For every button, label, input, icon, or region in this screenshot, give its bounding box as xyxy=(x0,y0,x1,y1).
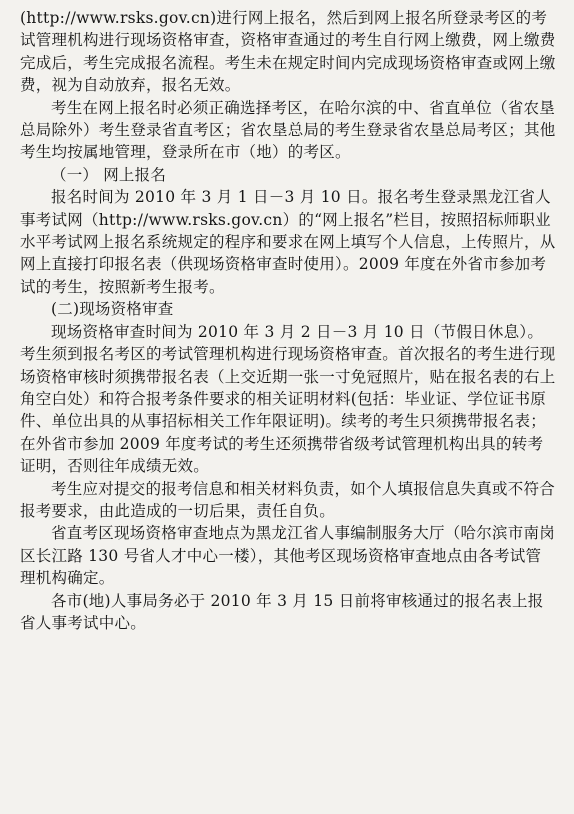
paragraph-candidate-responsibility: 考生应对提交的报考信息和相关材料负责，如个人填报信息失真或不符合报考要求，由此造成的一切后果，责任自负。 xyxy=(20,479,556,520)
paragraph-exam-area-selection: 考生在网上报名时必须正确选择考区，在哈尔滨的中、省直单位（省农垦总局除外）考生登录省直考区；省农垦总局的考生登录省农垦总局考区；其他考生均按属地管理，登录所在市（地）的考区。 xyxy=(20,98,556,162)
paragraph-review-location: 省直考区现场资格审查地点为黑龙江省人事编制服务大厅（哈尔滨市南岗区长江路 130 号省人才中心一楼），其他考区现场资格审查地点由各考试管理机构确定。 xyxy=(20,524,556,588)
heading-online-registration: （一） 网上报名 xyxy=(51,165,167,184)
paragraph-submission-deadline: 各市(地)人事局务必于 2010 年 3 月 15 日前将审核通过的报名表上报省人事考试中心。 xyxy=(20,591,544,632)
paragraph-online-registration-time: 报名时间为 2010 年 3 月 1 日－3 月 10 日。报名考生登录黑龙江省人事考试网（http://www.rsks.gov.cn）的“网上报名”栏目，按照招标师职业水平考试网上报名系统规定的程序和要求在网上填写个人信息，上传照片，从网上直接打印报名表（供现场资格审查时使用）。2009 年度在外省市参加考试的考生，按照新考生报考。 xyxy=(20,188,556,296)
paragraph-registration-process: (http://www.rsks.gov.cn)进行网上报名，然后到网上报名所登录考区的考试管理机构进行现场资格审查，资格审查通过的考生自行网上缴费，网上缴费完成后，考生完成报名流程。考生未在规定时间内完成现场资格审查或网上缴费，视为自动放弃，报名无效。 xyxy=(20,9,556,95)
paragraph-onsite-review-time: 现场资格审查时间为 2010 年 3 月 2 日－3 月 10 日（节假日休息）。考生须到报名考区的考试管理机构进行现场资格审查。首次报名的考生进行现场资格审核时须携带报名表（上交近期一张一寸免冠照片，贴在报名表的右上角空白处）和符合报考条件要求的相关证明材料(包括：毕业证、学位证书原件、单位出具的从事招标相关工作年限证明)。续考的考生只须携带报名表；在外省市参加 2009 年度考试的考生还须携带省级考试管理机构出具的转考证明，否则往年成绩无效。 xyxy=(20,322,556,476)
heading-onsite-qualification-review: (二)现场资格审查 xyxy=(51,300,174,319)
